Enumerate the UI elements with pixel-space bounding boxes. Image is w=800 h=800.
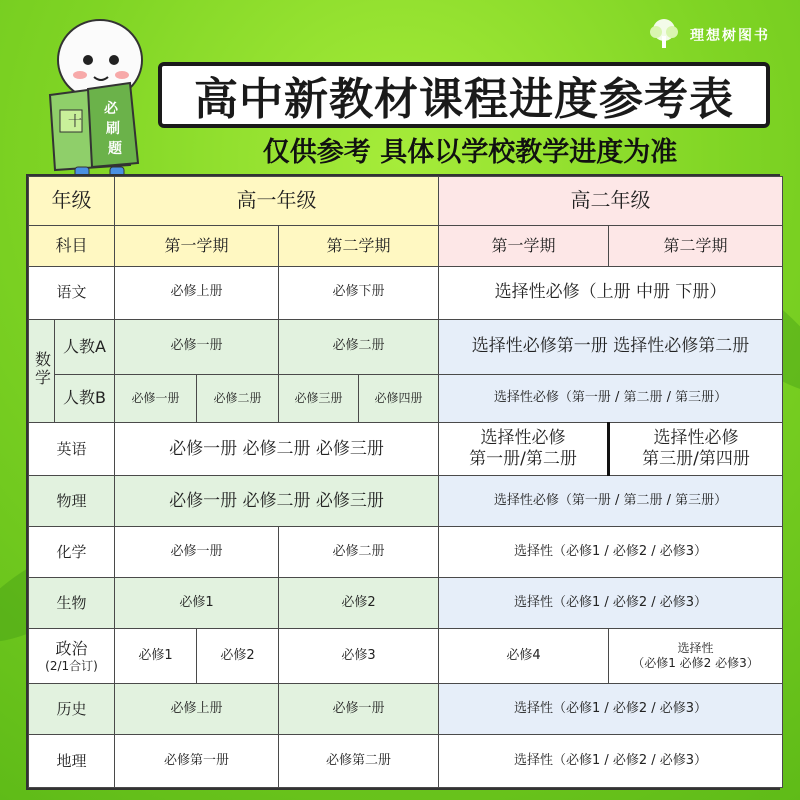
table-cell [609,423,783,476]
table-cell: 必修2 [197,629,279,684]
cell-line: 选择性 [677,641,714,656]
table-cell [439,423,609,476]
cell-line: 第一册/第二册 [469,449,577,470]
table-cell: 必修四册 [359,374,439,423]
table-cell: 选择性（必修1 / 必修2 / 必修3） [439,684,783,735]
page-title: 高中新教材课程进度参考表 [194,74,734,125]
table-cell: 必修第二册 [279,734,439,787]
cell-line: （必修1 必修2 必修3） [632,656,759,671]
subject-math-label: 数学 [32,350,52,387]
title-banner [158,62,770,128]
table-cell: 必修2 [279,578,439,629]
brand-name: 理想树图书 [690,28,770,44]
table-cell: 必修二册 [279,527,439,578]
subject-chemistry: 化学 [29,527,115,578]
table-cell: 必修二册 [279,319,439,374]
subject-label: 科目 [29,225,115,266]
subject-math [29,319,55,423]
cell-line: 第三册/第四册 [642,449,750,470]
table-cell: 必修下册 [279,266,439,319]
subject-chinese: 语文 [29,266,115,319]
subject-politics-label: 政治 [55,638,88,658]
page-subtitle: 仅供参考 具体以学校教学进度为准 [262,137,678,168]
mascot-book-char-1: 必 [104,101,118,117]
svg-text:十: 十 [68,114,82,130]
corner-label: 年级 [29,177,115,226]
table-cell: 必修一册 [279,684,439,735]
table-cell: 必修4 [439,629,609,684]
subject-physics: 物理 [29,476,115,527]
table-cell: 选择性必修（第一册 / 第二册 / 第三册） [439,476,783,527]
table-cell: 选择性（必修1 / 必修2 / 必修3） [439,527,783,578]
table-cell: 必修1 [115,578,279,629]
table-cell: 必修上册 [115,684,279,735]
grade2-header: 高二年级 [439,177,783,226]
subject-history: 历史 [29,684,115,735]
subject-biology: 生物 [29,578,115,629]
table-cell: 选择性必修（上册 中册 下册） [439,266,783,319]
subject-politics [29,629,115,684]
table-cell: 选择性（必修1 / 必修2 / 必修3） [439,578,783,629]
term-header: 第二学期 [279,225,439,266]
table-cell: 必修3 [279,629,439,684]
cell-line: 选择性必修 [480,428,566,449]
table-cell: 选择性必修（第一册 / 第二册 / 第三册） [439,374,783,423]
table-cell: 必修一册 必修二册 必修三册 [115,423,439,476]
mascot-book-char-3: 题 [108,141,122,157]
table-cell: 必修1 [115,629,197,684]
subject-politics-note: (2/1合订) [45,658,98,673]
cell-line: 选择性必修 [653,428,739,449]
table-cell: 必修三册 [279,374,359,423]
mascot-book-char-2: 刷 [106,121,120,137]
table-cell: 选择性（必修1 / 必修2 / 必修3） [439,734,783,787]
math-a-label: 人教A [55,319,115,374]
table-cell: 必修一册 [115,374,197,423]
table-cell: 必修一册 [115,527,279,578]
subject-english: 英语 [29,423,115,476]
table-cell: 选择性必修第一册 选择性必修第二册 [439,319,783,374]
table-cell [609,629,783,684]
term-header: 第一学期 [115,225,279,266]
table-cell: 必修一册 必修二册 必修三册 [115,476,439,527]
table-cell: 必修二册 [197,374,279,423]
grade1-header: 高一年级 [115,177,439,226]
brand-logo [644,18,770,52]
subject-geography: 地理 [29,734,115,787]
tree-icon [644,18,684,52]
table-cell: 必修上册 [115,266,279,319]
mascot-illustration [30,15,160,185]
term-header: 第二学期 [609,225,783,266]
schedule-table [26,174,780,790]
term-header: 第一学期 [439,225,609,266]
math-b-label: 人教B [55,374,115,423]
table-cell: 必修一册 [115,319,279,374]
table-cell: 必修第一册 [115,734,279,787]
